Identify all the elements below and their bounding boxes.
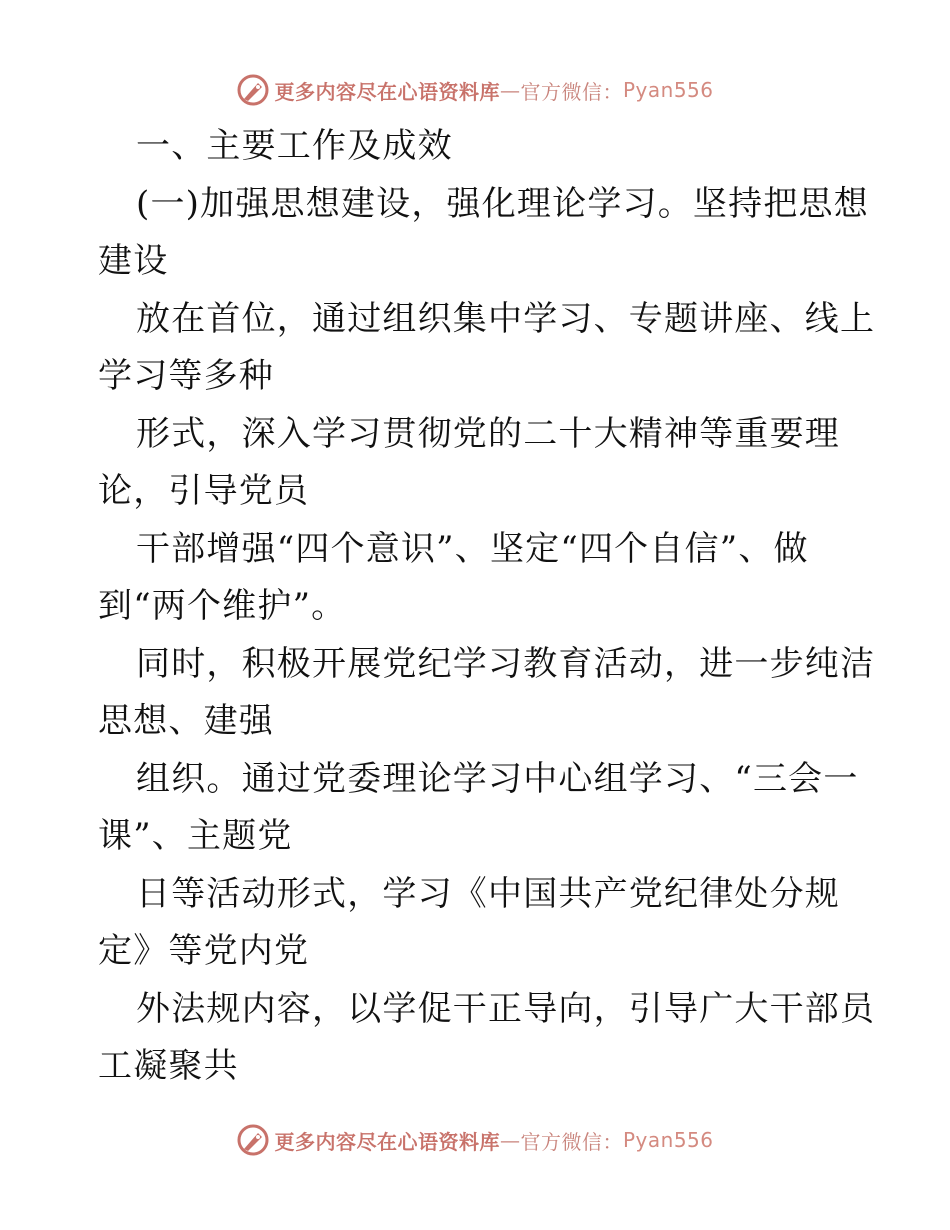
pen-nib-logo-icon (236, 1123, 270, 1157)
paragraph-line: 组织。通过党委理论学习中心组学习、“三会一 (136, 758, 859, 799)
watermark-account: Pyan556 (622, 78, 714, 102)
paragraph-line: 到“两个维护”。 (98, 586, 347, 626)
footer-watermark (0, 1120, 950, 1160)
paragraph-line: 思想、建强 (98, 701, 274, 741)
document-body (98, 118, 876, 1096)
header-watermark (0, 70, 950, 110)
paragraph-line: 放在首位，通过组织集中学习、专题讲座、线上 (136, 298, 876, 339)
paragraph-line: 课”、主题党 (98, 816, 293, 856)
paragraph-line: 定》等党内党 (98, 931, 310, 971)
paragraph-line: 论，引导党员 (98, 471, 310, 511)
paragraph-line: 同时，积极开展党纪学习教育活动，进一步纯洁 (136, 643, 876, 684)
paragraph-line: 日等活动形式，学习《中国共产党纪律处分规 (136, 873, 840, 914)
section-heading: 一、主要工作及成效 (136, 126, 453, 166)
watermark-account-label: 官方微信： (520, 79, 623, 104)
watermark-dash: — (499, 1128, 521, 1152)
paragraph-line: 外法规内容，以学促干正导向，引导广大干部员 (136, 988, 876, 1029)
pen-nib-logo-icon (236, 73, 270, 107)
paragraph-line: 学习等多种 (98, 356, 274, 396)
watermark-account: Pyan556 (622, 1128, 714, 1152)
watermark-account-label: 官方微信： (520, 1129, 623, 1154)
watermark-dash: — (499, 78, 521, 102)
watermark-brand: 更多内容尽在心语资料库 (274, 1129, 500, 1154)
paragraph-line: 建设 (98, 241, 169, 281)
paragraph-line: 干部增强“四个意识”、坚定“四个自信”、做 (136, 528, 809, 569)
paragraph-line: (一)加强思想建设，强化理论学习。坚持把思想 (136, 183, 869, 224)
paragraph-line: 形式，深入学习贯彻党的二十大精神等重要理 (136, 413, 840, 454)
paragraph-line: 工凝聚共 (98, 1046, 239, 1086)
watermark-brand: 更多内容尽在心语资料库 (274, 79, 500, 104)
